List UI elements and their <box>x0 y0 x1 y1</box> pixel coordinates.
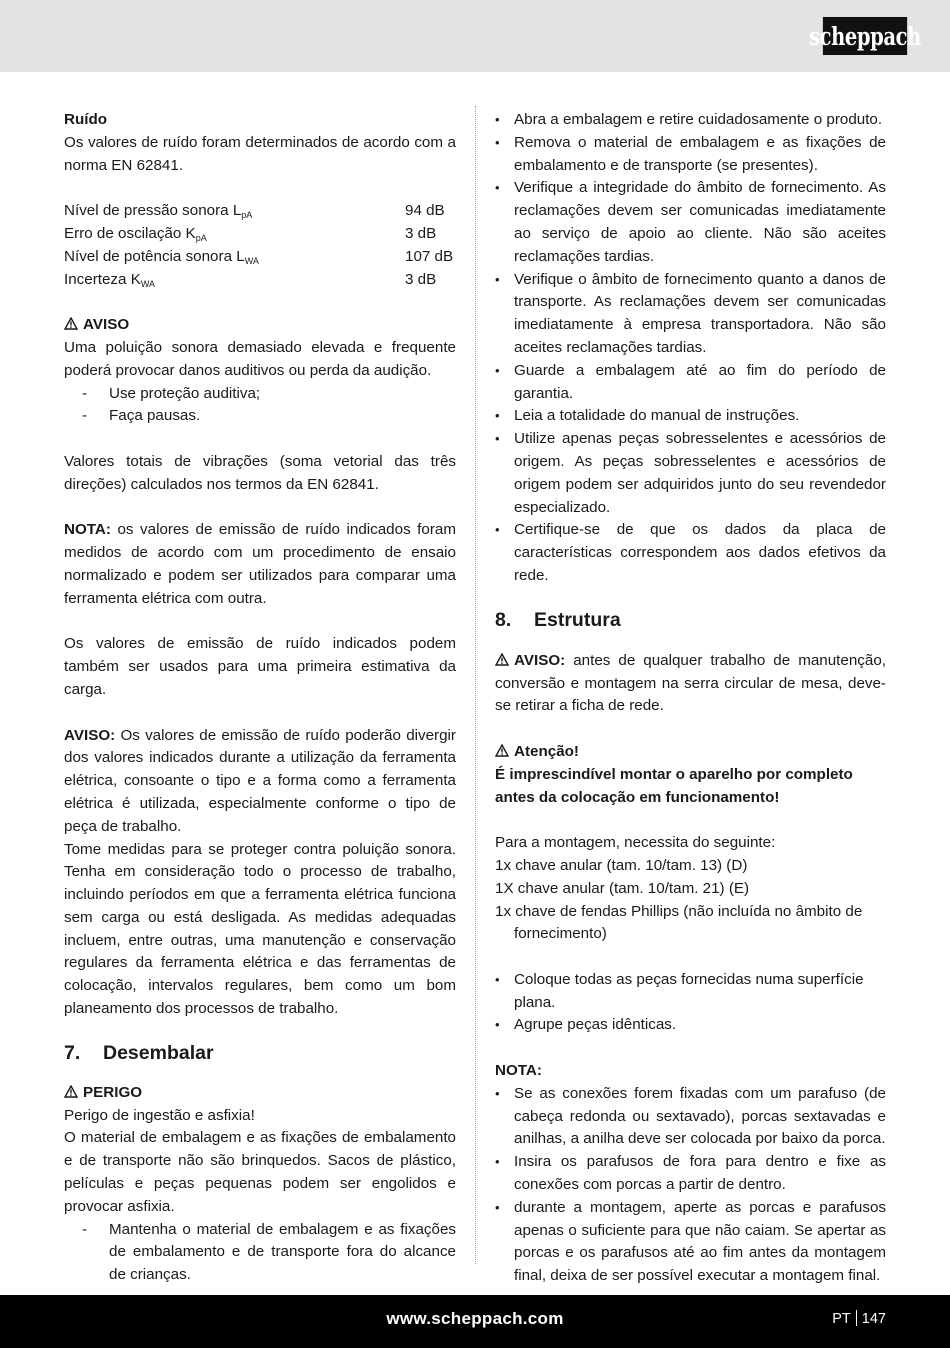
spec-value: 107 dB <box>405 247 454 265</box>
page-number: PT 147 <box>832 1311 886 1327</box>
danger-heading: PERIGO <box>64 1082 456 1105</box>
spec-sub: pA <box>195 232 207 243</box>
section-heading: 8. Estrutura <box>495 608 621 631</box>
list-item: • Se as conexões forem fixadas com um parafuso (de cabeça redonda ou sextavado), porcas sextavadas e anilhas, a anilha deve ser colocada por baixo da porca. <box>495 1084 886 1148</box>
spec-sub: WA <box>140 278 155 289</box>
spec-value: 3 dB <box>405 270 437 288</box>
brand-logo: scheppach <box>823 17 907 55</box>
warning-triangle-icon <box>64 1085 78 1098</box>
note-paragraph: NOTA: os valores de emissão de ruído indicados foram medidos de acordo com um procedimento de ensaio normalizado e podem ser utilizados para comparar uma ferramenta elétrica com outra. <box>64 521 456 607</box>
website-link[interactable]: www.scheppach.com <box>386 1309 564 1328</box>
protection-paragraph: Tome medidas para se proteger contra poluição sonora. Tenha em consideração todo o processo de trabalho, incluindo períodos em que a ferramenta elétrica funciona sem carga ou está desligada. As medidas adequadas incluem, entre outras, uma manutenção e conservação regulares da ferramenta elétrica e das ferramentas de colocação, intervalos regulares, bem como um bom planeamento dos processos de trabalho. <box>64 840 456 1018</box>
list-item: • Coloque todas as peças fornecidas numa superfície plana. <box>495 970 864 1011</box>
spec-label: Nível de potência sonora L <box>64 247 245 265</box>
list-item: - Faça pausas. <box>82 407 201 425</box>
list-item: • Leia a totalidade do manual de instruções. <box>495 407 800 425</box>
list-item: • Utilize apenas peças sobresselentes e acessórios de origem. As peças sobresselentes e acessórios de origem podem ser adquiridos junto do seu revendedor especializado. <box>495 430 886 516</box>
list-item: • Verifique a integridade do âmbito de fornecimento. As reclamações devem ser comunicadas imediatamente ao serviço de apoio ao cliente. Não são aceites reclamações tardias. <box>495 179 886 265</box>
attention-text: É imprescindível montar o aparelho por completo antes da colocação em funcionamento! <box>495 765 853 806</box>
spec-sub: WA <box>244 255 259 266</box>
page-footer <box>0 1295 950 1348</box>
list-item: - Use proteção auditiva; <box>82 384 261 402</box>
warning-paragraph: AVISO: Os valores de emissão de ruído poderão divergir dos valores indicados durante a utilização da ferramenta elétrica, consoante o tipo e a forma como a ferramenta elétrica é utilizada, especialmente conforme o tipo de peça de trabalho. <box>64 726 456 835</box>
list-item: • Agrupe peças idênticas. <box>495 1016 677 1034</box>
spec-sub: pA <box>241 210 253 221</box>
tool-item: 1X chave anular (tam. 10/tam. 21) (E) <box>495 879 750 897</box>
spec-value: 94 dB <box>405 202 445 220</box>
spec-row <box>64 200 456 223</box>
noise-intro: Os valores de ruído foram determinados de acordo com a norma EN 62841. <box>64 133 456 174</box>
warning-triangle-icon <box>495 653 509 666</box>
list-item: • Insira os parafusos de fora para dentro e fixe as conexões com porcas a partir de dentro. <box>495 1153 886 1194</box>
note-heading: NOTA: <box>495 1062 542 1080</box>
noise-spec-table <box>64 200 456 291</box>
noise-heading: Ruído <box>64 111 108 128</box>
danger-text: O material de embalagem e as fixações de embalamento e de transporte não são brinquedos. Sacos de plástico, películas e peças pequenas podem ser engolidos e provocar asfixia. <box>64 1129 456 1215</box>
estimate-paragraph: Os valores de emissão de ruído indicados podem também ser usados para uma primeira estimativa da carga. <box>64 635 456 698</box>
list-item: • Remova o material de embalagem e as fixações de embalamento e de transporte (se presentes). <box>495 133 886 174</box>
spec-value: 3 dB <box>405 224 437 242</box>
warning-triangle-icon <box>495 744 509 757</box>
list-item: - Mantenha o material de embalagem e as fixações de embalamento e de transporte fora do alcance de crianças. <box>82 1220 456 1284</box>
left-column <box>64 109 456 1287</box>
page-header <box>0 0 950 72</box>
assembly-intro: Para a montagem, necessita do seguinte: <box>495 834 776 852</box>
spec-label: Nível de pressão sonora L <box>64 202 242 220</box>
list-item: • Verifique o âmbito de fornecimento quanto a danos de transporte. As reclamações devem ser comunicadas imediatamente à empresa transportadora. Não são aceites reclamações tardias. <box>495 270 886 356</box>
list-item: • Certifique-se de que os dados da placa de características correspondem aos dados efetivos da rede. <box>495 521 886 584</box>
tool-item: 1x chave anular (tam. 10/tam. 13) (D) <box>495 856 748 874</box>
spec-label: Erro de oscilação K <box>64 224 196 242</box>
danger-line: Perigo de ingestão e asfixia! <box>64 1106 255 1124</box>
warning-heading: AVISO <box>64 314 456 337</box>
list-item: • Guarde a embalagem até ao fim do período de garantia. <box>495 361 886 402</box>
attention-heading: Atenção! <box>495 741 886 764</box>
tool-item: 1x chave de fendas Phillips (não incluída no âmbito de fornecimento) <box>495 902 863 943</box>
right-column <box>495 109 886 1288</box>
warning-paragraph: AVISO: antes de qualquer trabalho de manutenção, conversão e montagem na serra circular de mesa, deve-se retirar a ficha de rede. <box>495 651 886 715</box>
list-item: • Abra a embalagem e retire cuidadosamente o produto. <box>495 111 883 128</box>
vibration-text: Valores totais de vibrações (soma vetorial das três direções) calculados nos termos da EN 62841. <box>64 452 456 493</box>
warning-triangle-icon <box>64 317 78 330</box>
column-divider <box>475 106 476 1264</box>
list-item: • durante a montagem, aperte as porcas e parafusos apenas o suficiente para que não caiam. Se apertar as porcas e os parafusos até ao fim antes da montagem final, deixa de ser possível executar a montagem final. <box>495 1198 886 1285</box>
spec-row <box>64 269 456 292</box>
spec-row <box>64 246 456 269</box>
warning-text: Uma poluição sonora demasiado elevada e frequente poderá provocar danos auditivos ou perda da audição. <box>64 338 456 379</box>
spec-row <box>64 223 456 246</box>
section-heading: 7. Desembalar <box>64 1041 214 1064</box>
spec-label: Incerteza K <box>64 270 141 288</box>
